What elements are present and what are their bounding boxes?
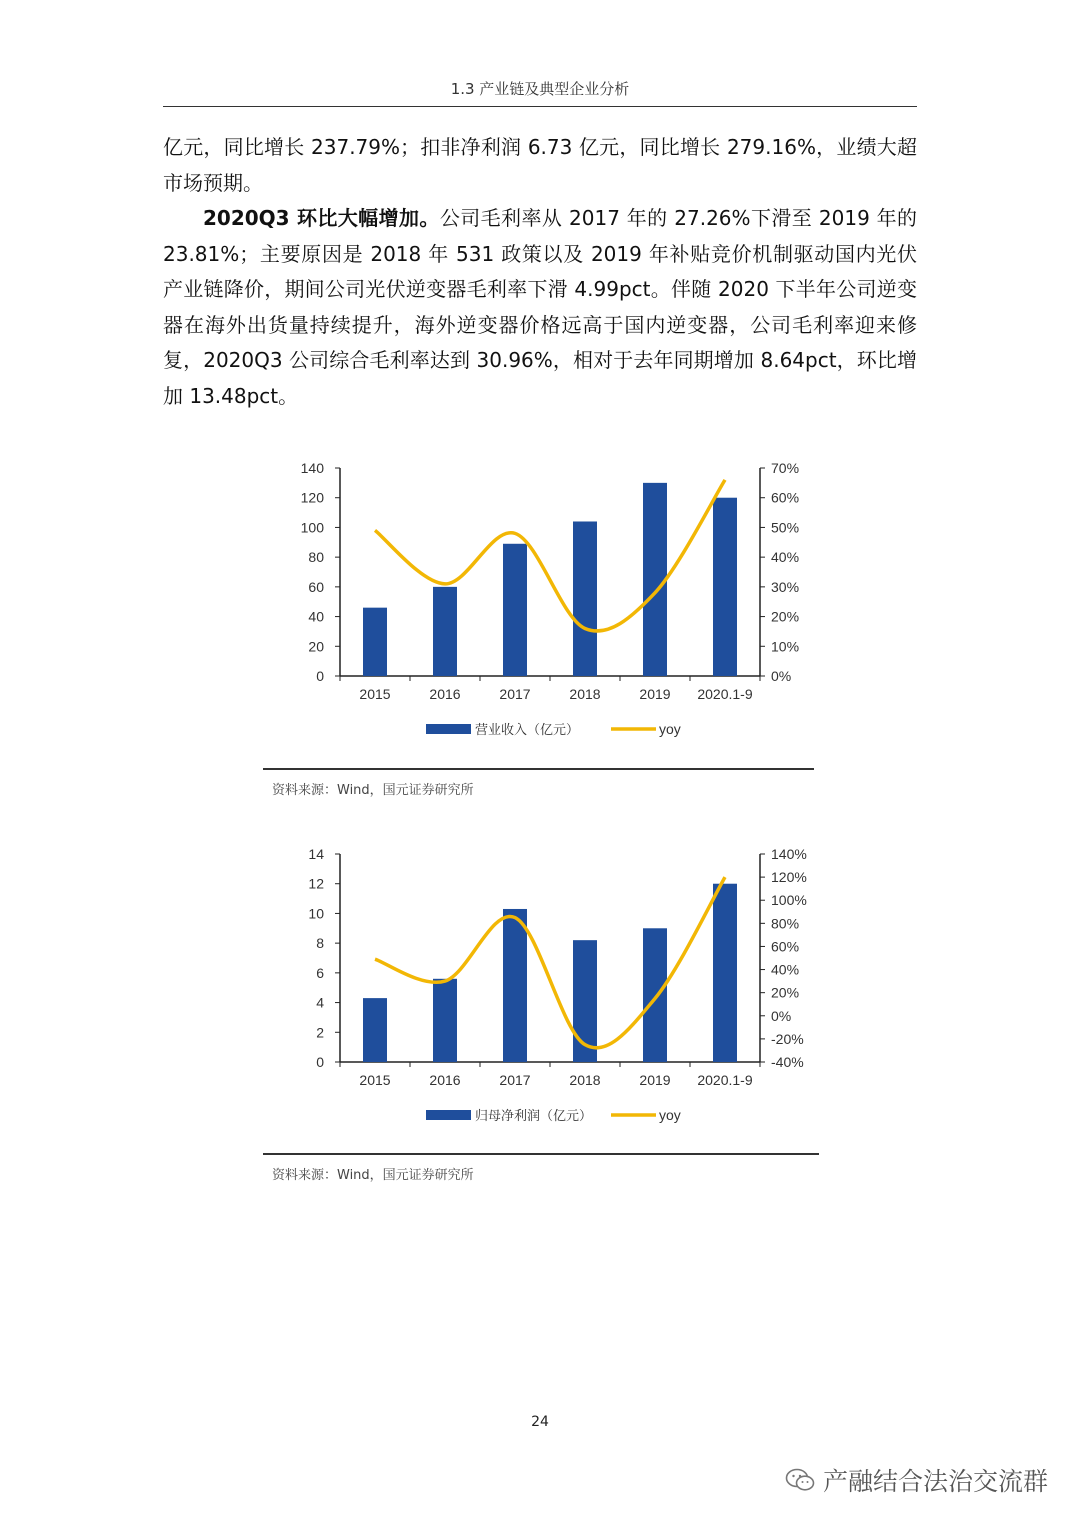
y-left-tick-label: 120 bbox=[300, 489, 324, 506]
paragraph-2-lead: 2020Q3 环比大幅增加。 bbox=[203, 206, 440, 230]
y-left-tick-label: 140 bbox=[300, 460, 324, 476]
y-left-tick-label: 100 bbox=[300, 519, 324, 536]
paragraph-1: 亿元，同比增长 237.79%；扣非净利润 6.73 亿元，同比增长 279.16%，业绩大超市场预期。 bbox=[163, 135, 917, 195]
y-left-tick-label: 6 bbox=[316, 964, 324, 981]
y-left-tick-label: 12 bbox=[308, 875, 324, 892]
source-divider-2 bbox=[263, 1153, 819, 1155]
legend-label-line: yoy bbox=[659, 1107, 681, 1123]
wechat-icon bbox=[785, 1467, 815, 1493]
y-right-tick-label: 60% bbox=[771, 938, 800, 955]
x-tick-label: 2020.1-9 bbox=[697, 686, 753, 702]
legend-swatch-bar bbox=[426, 724, 471, 734]
y-left-tick-label: 20 bbox=[308, 638, 324, 655]
y-right-tick-label: 70% bbox=[771, 460, 800, 476]
y-right-tick-label: 80% bbox=[771, 915, 800, 932]
x-tick-label: 2019 bbox=[639, 686, 671, 702]
y-left-tick-label: 0 bbox=[316, 668, 324, 684]
y-left-tick-label: 2 bbox=[316, 1024, 324, 1041]
bar bbox=[573, 521, 597, 676]
x-tick-label: 2016 bbox=[429, 1072, 461, 1088]
y-left-tick-label: 10 bbox=[308, 905, 324, 922]
y-left-tick-label: 14 bbox=[308, 846, 324, 862]
source-divider-1 bbox=[263, 768, 814, 770]
watermark bbox=[785, 1462, 1048, 1498]
x-tick-label: 2020.1-9 bbox=[697, 1072, 753, 1088]
page-number: 24 bbox=[531, 1414, 549, 1430]
x-tick-label: 2018 bbox=[569, 686, 601, 702]
chart-net-profit bbox=[263, 838, 819, 1133]
x-tick-label: 2016 bbox=[429, 686, 461, 702]
paragraph-2-text: 公司毛利率从 2017 年的 27.26%下滑至 2019 年的 23.81%；主要原因是 2018 年 531 政策以及 2019 年补贴竞价机制驱动国内光伏产业链降价，期间公司光伏逆变器毛利率下滑 4.99pct。伴随 2020 下半年公司逆变器在海外出货量持续提升，海外逆变器价格远高于国内逆变器，公司毛利率迎来修复，2020Q3 公司综合毛利率达到 30.96%，相对于去年同期增加 8.64pct，环比增加 13.48pct。 bbox=[163, 206, 918, 408]
x-tick-label: 2017 bbox=[499, 1072, 531, 1088]
y-left-tick-label: 0 bbox=[316, 1054, 324, 1070]
bar bbox=[503, 909, 527, 1062]
x-tick-label: 2015 bbox=[359, 686, 391, 702]
source-text-2: 资料来源：Wind，国元证券研究所 bbox=[272, 1168, 474, 1183]
y-right-tick-label: 140% bbox=[771, 846, 807, 862]
legend-label-bar: 营业收入（亿元） bbox=[475, 723, 580, 738]
y-right-tick-label: 20% bbox=[771, 608, 800, 625]
y-right-tick-label: 40% bbox=[771, 549, 800, 566]
bar bbox=[713, 498, 737, 676]
x-tick-label: 2019 bbox=[639, 1072, 671, 1088]
y-right-tick-label: 20% bbox=[771, 984, 800, 1001]
y-right-tick-label: 0% bbox=[771, 668, 792, 684]
y-right-tick-label: 40% bbox=[771, 961, 800, 978]
y-left-tick-label: 4 bbox=[316, 994, 324, 1011]
header-title: 1.3 产业链及典型企业分析 bbox=[450, 80, 630, 98]
bar bbox=[433, 587, 457, 676]
x-tick-label: 2015 bbox=[359, 1072, 391, 1088]
bar bbox=[363, 998, 387, 1062]
bar bbox=[643, 928, 667, 1062]
y-right-tick-label: 100% bbox=[771, 892, 807, 909]
bar bbox=[713, 884, 737, 1062]
yoy-line bbox=[375, 480, 725, 631]
chart-revenue-svg bbox=[263, 452, 819, 747]
chart-revenue bbox=[263, 452, 819, 747]
legend-swatch-bar bbox=[426, 1110, 471, 1120]
bar bbox=[643, 483, 667, 676]
y-right-tick-label: 10% bbox=[771, 638, 800, 655]
y-right-tick-label: 0% bbox=[771, 1007, 792, 1024]
y-left-tick-label: 80 bbox=[308, 549, 324, 566]
y-left-tick-label: 8 bbox=[316, 935, 324, 952]
y-right-tick-label: -40% bbox=[771, 1054, 804, 1070]
watermark-text: 产融结合法治交流群 bbox=[822, 1467, 1048, 1496]
y-left-tick-label: 60 bbox=[308, 578, 324, 595]
y-right-tick-label: -20% bbox=[771, 1030, 804, 1047]
x-tick-label: 2017 bbox=[499, 686, 531, 702]
page-header bbox=[163, 76, 917, 107]
bar bbox=[433, 979, 457, 1062]
y-left-tick-label: 40 bbox=[308, 608, 324, 625]
chart-net-profit-svg bbox=[263, 838, 819, 1133]
paragraph-2 bbox=[163, 201, 917, 414]
y-right-tick-label: 120% bbox=[771, 869, 807, 886]
y-right-tick-label: 50% bbox=[771, 519, 800, 536]
bar bbox=[503, 544, 527, 676]
body-text bbox=[163, 130, 917, 414]
bar bbox=[363, 608, 387, 676]
y-right-tick-label: 30% bbox=[771, 578, 800, 595]
source-text-1: 资料来源：Wind，国元证券研究所 bbox=[272, 783, 474, 798]
x-tick-label: 2018 bbox=[569, 1072, 601, 1088]
legend-label-line: yoy bbox=[659, 721, 681, 737]
y-right-tick-label: 60% bbox=[771, 489, 800, 506]
legend-label-bar: 归母净利润（亿元） bbox=[475, 1109, 593, 1124]
yoy-line bbox=[375, 877, 725, 1048]
